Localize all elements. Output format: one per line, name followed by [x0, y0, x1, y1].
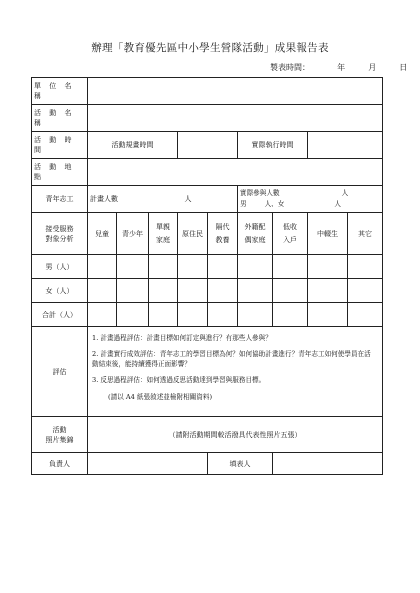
- evaluation-note: (請以 A4 紙張敘述並檢附相關資料): [108, 393, 213, 401]
- category-other: 其它: [348, 213, 383, 255]
- row-male-label: 男（人）: [32, 255, 88, 279]
- count-cell[interactable]: [348, 255, 383, 279]
- count-cell[interactable]: [178, 255, 208, 279]
- total-count-row: [32, 303, 383, 327]
- male-count-row: [32, 255, 383, 279]
- count-cell[interactable]: [178, 303, 208, 327]
- activity-name-row: [32, 105, 383, 132]
- evaluation-list: [90, 333, 380, 385]
- category-header-row: [32, 213, 383, 255]
- unit-name-field[interactable]: [88, 78, 383, 105]
- evaluation-content[interactable]: [88, 327, 383, 417]
- unit-name-label: 單 位 名 稱: [32, 78, 88, 105]
- category-children: 兒童: [88, 213, 117, 255]
- evaluation-item-reflection: 3. 反思過程評估：如何透過反思活動達到學習與服務目標。: [92, 376, 266, 384]
- row-total-label: 合計（人）: [32, 303, 88, 327]
- responsible-label: 負責人: [32, 453, 88, 475]
- count-cell[interactable]: [308, 255, 348, 279]
- photo-label: [32, 417, 88, 453]
- count-cell[interactable]: [88, 255, 117, 279]
- count-cell[interactable]: [238, 303, 273, 327]
- count-cell[interactable]: [273, 303, 308, 327]
- count-cell[interactable]: [88, 303, 117, 327]
- male-label: 男: [240, 200, 247, 208]
- count-cell[interactable]: [208, 255, 238, 279]
- count-cell[interactable]: [208, 279, 238, 303]
- signature-row: [32, 453, 383, 475]
- photo-label-line1: 活動: [52, 425, 67, 434]
- female-unit: 人: [334, 200, 341, 208]
- count-cell[interactable]: [149, 303, 178, 327]
- activity-name-field[interactable]: [88, 105, 383, 132]
- count-cell[interactable]: [273, 279, 308, 303]
- planned-count-unit: 人: [184, 195, 192, 203]
- actual-time-field[interactable]: [308, 132, 383, 159]
- evaluation-row: [32, 327, 383, 417]
- category-indigenous: 原住民: [178, 213, 208, 255]
- date-month: 月: [368, 63, 377, 72]
- volunteers-label: 青年志工: [32, 186, 88, 213]
- category-grandparenting: 隔代 教養: [208, 213, 238, 255]
- service-analysis-label-line1: 接受服務: [45, 224, 74, 233]
- category-teenagers: 青少年: [117, 213, 149, 255]
- count-cell[interactable]: [208, 303, 238, 327]
- filler-label: 填表人: [208, 453, 273, 475]
- count-cell[interactable]: [308, 279, 348, 303]
- count-cell[interactable]: [117, 279, 149, 303]
- count-cell[interactable]: [238, 279, 273, 303]
- category-single-parent: 單親 家庭: [149, 213, 178, 255]
- photo-label-line2: 照片集錦: [45, 435, 74, 444]
- planned-count-label: 計畫人數: [90, 195, 118, 203]
- count-cell[interactable]: [238, 255, 273, 279]
- actual-participants-cell[interactable]: [238, 186, 383, 213]
- planned-time-field[interactable]: [178, 132, 238, 159]
- evaluation-item-process: 1. 計畫過程評估：計畫目標如何訂定與進行？有那些人參與？: [92, 334, 272, 342]
- row-female-label: 女（人）: [32, 279, 88, 303]
- count-cell[interactable]: [273, 255, 308, 279]
- female-label: 人、女: [264, 200, 285, 208]
- count-cell[interactable]: [117, 303, 149, 327]
- count-cell[interactable]: [88, 279, 117, 303]
- actual-time-label: 實際執行時間: [238, 132, 308, 159]
- report-form-table: [31, 77, 383, 475]
- date-year: 年: [337, 63, 346, 72]
- female-count-row: [32, 279, 383, 303]
- responsible-field[interactable]: [88, 453, 208, 475]
- volunteers-row: [32, 186, 383, 213]
- service-analysis-label-line2: 對象分析: [45, 234, 74, 243]
- count-cell[interactable]: [178, 279, 208, 303]
- category-dropout: 中輟生: [308, 213, 348, 255]
- unit-name-row: [32, 78, 383, 105]
- category-foreign-spouse: 外籍配 偶家庭: [238, 213, 273, 255]
- evaluation-item-effectiveness: 2. 計畫實行成效評估：青年志工的學習目標為何？如何協助計畫進行？青年志工如何使學員在活動結束後，能持續獲得正面影響？: [92, 350, 371, 368]
- service-analysis-label: [32, 213, 88, 255]
- count-cell[interactable]: [348, 303, 383, 327]
- count-cell[interactable]: [149, 255, 178, 279]
- count-cell[interactable]: [348, 279, 383, 303]
- actual-participants-unit: 人: [341, 189, 349, 197]
- location-label: 活 動 地 點: [32, 159, 88, 186]
- date-label: 製表時間：: [270, 63, 310, 72]
- planned-time-label: 活動規畫時間: [88, 132, 178, 159]
- location-row: [32, 159, 383, 186]
- category-low-income: 低收 入戶: [273, 213, 308, 255]
- location-field[interactable]: [88, 159, 383, 186]
- photo-row: [32, 417, 383, 453]
- activity-time-label: 活 動 時 間: [32, 132, 88, 159]
- date-line: [270, 62, 407, 73]
- count-cell[interactable]: [149, 279, 178, 303]
- evaluation-label: 評估: [32, 327, 88, 417]
- count-cell[interactable]: [308, 303, 348, 327]
- document-title: 辦理「教育優先區中小學生營隊活動」成果報告表: [91, 42, 329, 54]
- count-cell[interactable]: [117, 255, 149, 279]
- planned-count-cell[interactable]: [88, 186, 238, 213]
- date-day: 日: [399, 63, 408, 72]
- activity-name-label: 活 動 名 稱: [32, 105, 88, 132]
- photo-note[interactable]: （請附活動期間較活潑具代表性照片五張）: [88, 417, 383, 453]
- actual-participants-label: 實際參與人數: [240, 189, 280, 197]
- activity-time-row: [32, 132, 383, 159]
- filler-field[interactable]: [273, 453, 383, 475]
